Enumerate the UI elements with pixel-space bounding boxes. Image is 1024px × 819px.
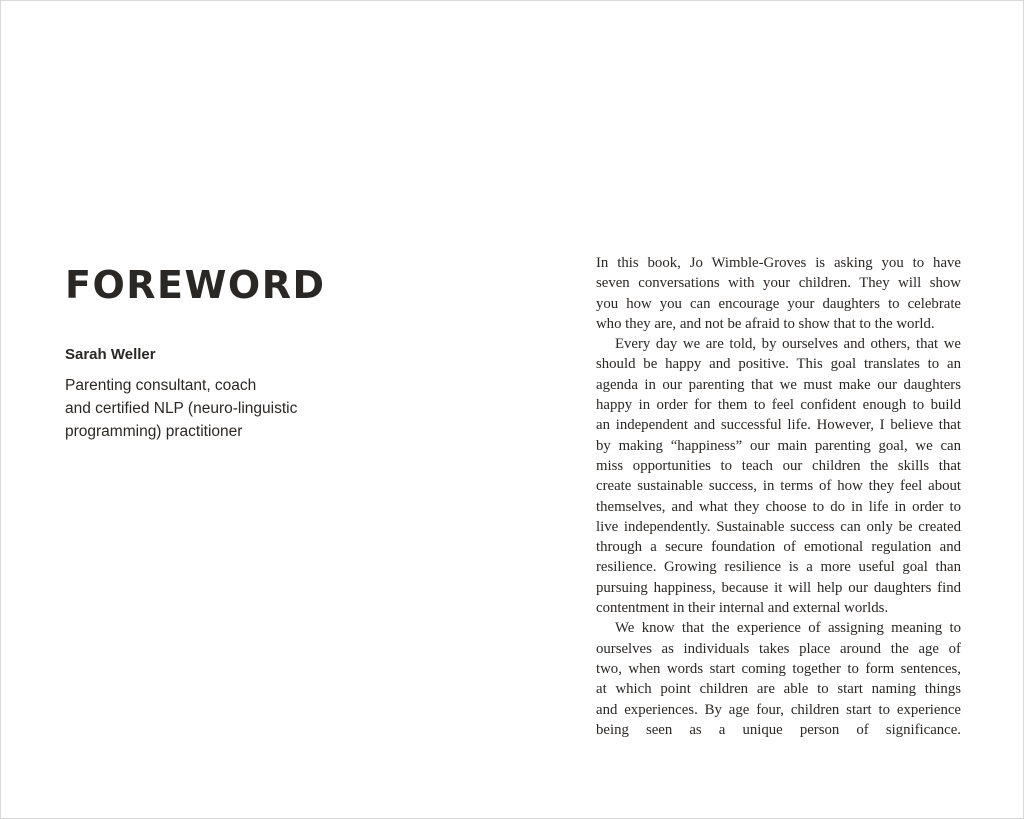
author-role-line: and certified NLP (neuro-linguistic — [65, 400, 298, 417]
author-role-line: Parenting consultant, coach — [65, 377, 257, 394]
text-line: contentment in their internal and external worlds. — [596, 600, 889, 617]
author-role-line: programming) practitioner — [65, 423, 243, 440]
text-line: miss opportunities to teach our children the skills that — [596, 457, 961, 474]
text-line: happy in order for them to feel confident enough to build — [596, 397, 961, 414]
text-line: live independently. Sustainable success can only be created — [596, 518, 961, 535]
text-line: an independent and successful life. However, I believe that — [596, 417, 961, 434]
text-line: agenda in our parenting that we must make our daughters — [596, 376, 961, 393]
text-line: and experiences. By age four, children start to experience — [596, 701, 961, 718]
text-line: ourselves as individuals takes place around the age of — [596, 640, 961, 657]
text-line: through a secure foundation of emotional regulation and — [596, 539, 961, 556]
author-name: Sarah Weller — [65, 346, 156, 363]
text-line: In this book, Jo Wimble-Groves is asking you to have — [596, 255, 961, 271]
text-line: should be happy and positive. This goal translates to an — [596, 356, 961, 373]
text-line: by making “happiness” our main parenting goal, we can — [596, 437, 961, 454]
text-line: who they are, and not be afraid to show that to the world. — [596, 315, 935, 332]
text-line: We know that the experience of assigning meaning to — [615, 620, 961, 637]
page-title: FOREWORD — [65, 263, 326, 307]
text-line: create sustainable success, in terms of how they feel about — [596, 478, 961, 495]
left-page — [65, 257, 385, 443]
text-line: Every day we are told, by ourselves and others, that we — [615, 336, 961, 353]
text-line: at which point children are able to start naming things — [596, 681, 961, 698]
text-line: you how you can encourage your daughters to celebrate — [596, 295, 961, 312]
text-line: themselves, and what they choose to do in life in order to — [596, 498, 961, 515]
text-line: seven conversations with your children. They will show — [596, 275, 961, 292]
text-line: two, when words start coming together to form sentences, — [596, 660, 961, 677]
author-description — [65, 374, 385, 443]
body-text — [596, 253, 961, 740]
text-line: resilience. Growing resilience is a more useful goal than — [596, 559, 961, 576]
text-line: being seen as a unique person of significance. — [596, 721, 961, 738]
text-line: pursuing happiness, because it will help our daughters find — [596, 579, 961, 596]
